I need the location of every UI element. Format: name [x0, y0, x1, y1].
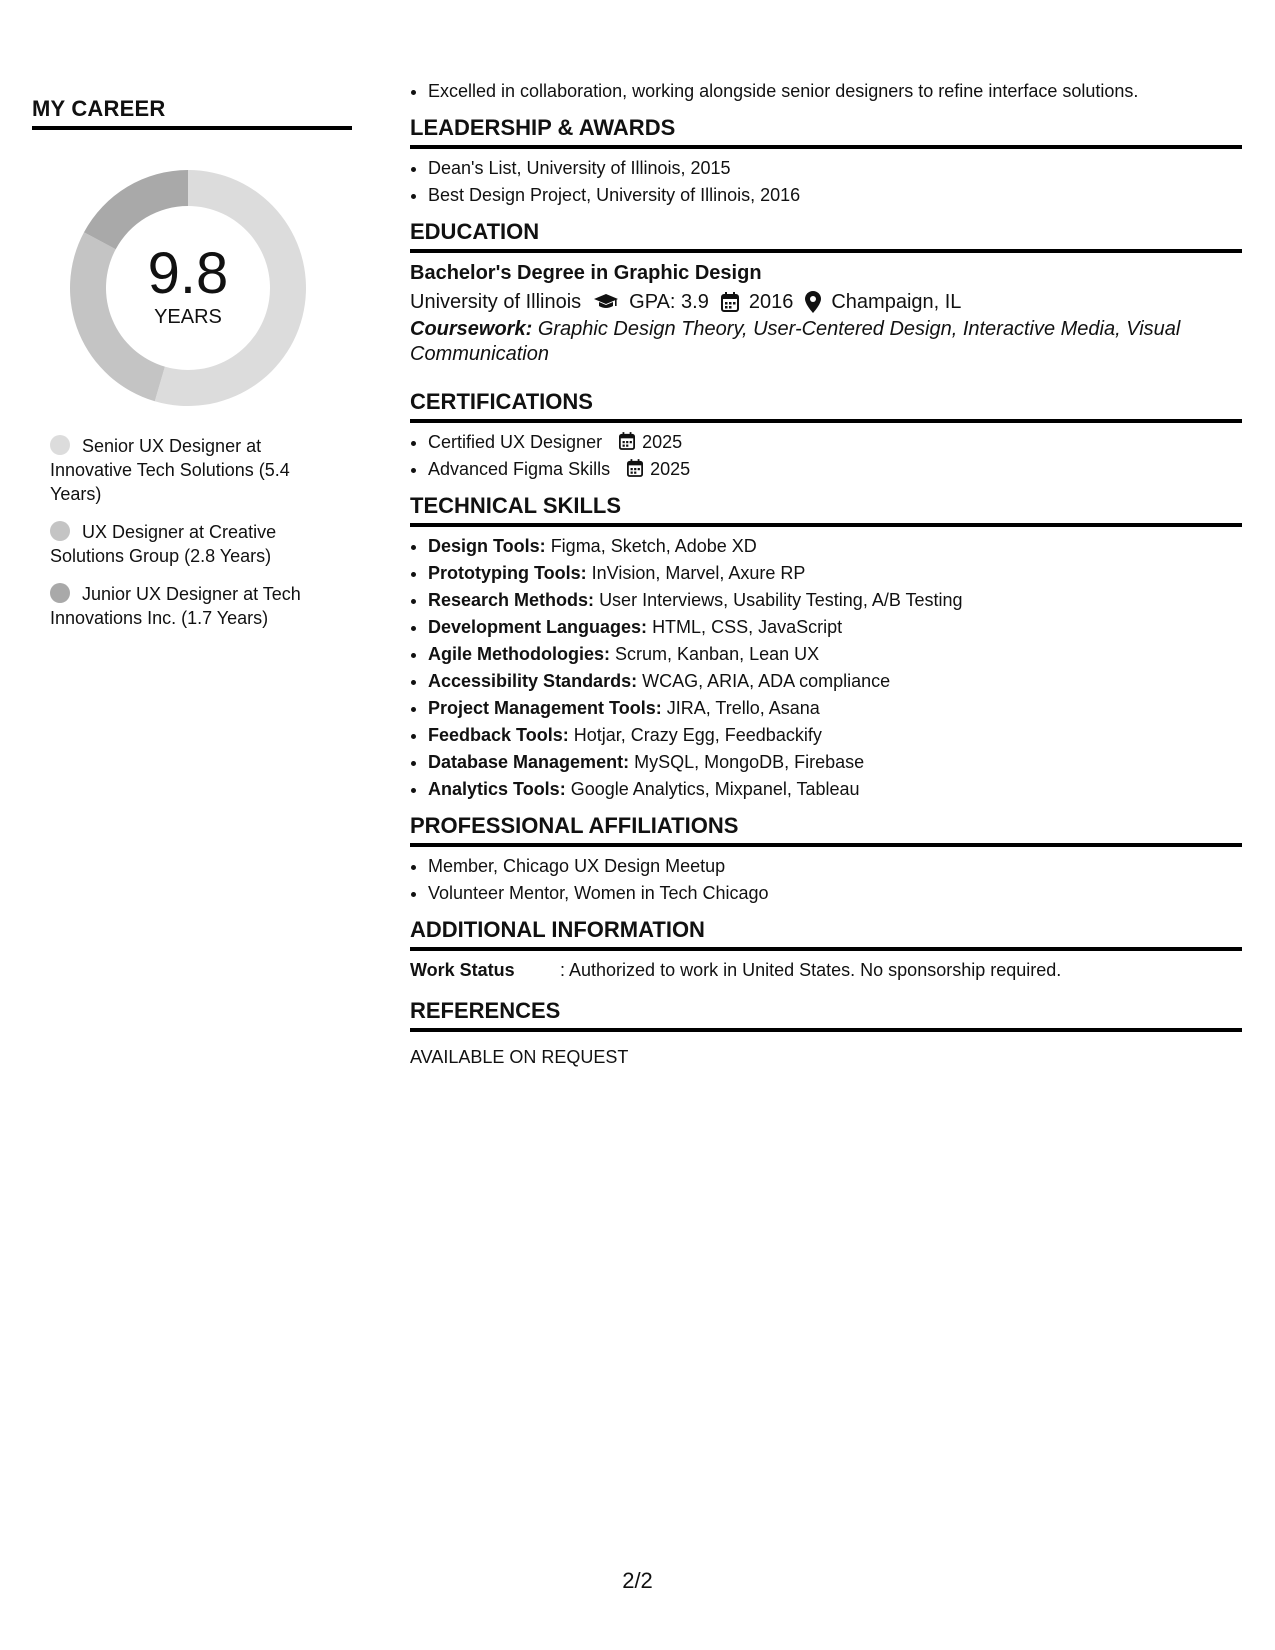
section-title-additional: ADDITIONAL INFORMATION: [410, 917, 1242, 951]
main-content: [410, 78, 1242, 1071]
section-title-leadership: LEADERSHIP & AWARDS: [410, 115, 1242, 149]
sidebar: [32, 96, 352, 644]
coursework-label: Coursework:: [410, 318, 533, 340]
section-title-certifications: CERTIFICATIONS: [410, 389, 1242, 423]
skill-label: Research Methods:: [428, 590, 595, 610]
certification-year: 2025: [642, 432, 683, 452]
career-title: MY CAREER: [32, 96, 352, 130]
legend-item: [50, 520, 320, 568]
references-text: AVAILABLE ON REQUEST: [410, 1047, 629, 1067]
skill-item: [428, 533, 1242, 560]
skill-value: JIRA, Trello, Asana: [666, 698, 820, 718]
legend-label: Senior UX Designer at Innovative Tech Solutions (5.4 Years): [50, 436, 290, 504]
school-name: University of Illinois: [410, 291, 582, 313]
skill-item: [428, 614, 1242, 641]
skill-label: Design Tools:: [428, 536, 546, 556]
list-item: • Excelled in collaboration, working alongside senior designers to refine interface solutions.: [428, 78, 1242, 105]
skill-value: Google Analytics, Mixpanel, Tableau: [570, 779, 860, 799]
skill-label: Database Management:: [428, 752, 630, 772]
donut-unit: YEARS: [154, 305, 222, 328]
affiliations-list: [410, 853, 1242, 907]
education-details: [410, 287, 1242, 317]
donut-value: 9.8: [147, 240, 229, 306]
skill-item: [428, 695, 1242, 722]
certification-year: 2025: [650, 459, 691, 479]
skill-item: [428, 560, 1242, 587]
skill-value: User Interviews, Usability Testing, A/B Testing: [599, 590, 963, 610]
leadership-list: [410, 155, 1242, 209]
skill-value: HTML, CSS, JavaScript: [652, 617, 843, 637]
career-donut-chart: [68, 168, 308, 408]
legend-dot: [50, 521, 70, 541]
skill-label: Analytics Tools:: [428, 779, 566, 799]
section-title-education: EDUCATION: [410, 219, 1242, 253]
work-status-row: [410, 957, 1242, 984]
calendar-icon: [619, 432, 635, 450]
coursework-text: Graphic Design Theory, User-Centered Design, Interactive Media, Visual Communication: [410, 318, 1181, 365]
graduation-cap-icon: [593, 293, 619, 311]
section-title-affiliations: PROFESSIONAL AFFILIATIONS: [410, 813, 1242, 847]
legend-label: Junior UX Designer at Tech Innovations Inc. (1.7 Years): [50, 584, 301, 628]
list-item: • Dean's List, University of Illinois, 2015: [428, 155, 1242, 182]
list-item: • Member, Chicago UX Design Meetup: [428, 853, 1242, 880]
legend-item: [50, 434, 320, 506]
calendar-icon: [721, 292, 739, 312]
work-status-label: Work Status: [410, 960, 515, 980]
calendar-icon: [627, 459, 643, 477]
list-item: • Volunteer Mentor, Women in Tech Chicago: [428, 880, 1242, 907]
career-legend: [50, 434, 320, 630]
skill-value: MySQL, MongoDB, Firebase: [634, 752, 865, 772]
legend-dot: [50, 435, 70, 455]
certification-item: [428, 456, 1242, 483]
skill-item: [428, 587, 1242, 614]
certification-name: Certified UX Designer: [428, 432, 603, 452]
legend-label: UX Designer at Creative Solutions Group (2.8 Years): [50, 522, 277, 566]
donut-center: [68, 168, 308, 408]
skill-item: [428, 668, 1242, 695]
skill-label: Project Management Tools:: [428, 698, 662, 718]
section-title-references: REFERENCES: [410, 998, 1242, 1032]
skill-label: Development Languages:: [428, 617, 648, 637]
skill-value: WCAG, ARIA, ADA compliance: [642, 671, 891, 691]
skill-label: Feedback Tools:: [428, 725, 569, 745]
work-status-value: : Authorized to work in United States. No sponsorship required.: [560, 960, 1062, 980]
skill-item: [428, 722, 1242, 749]
coursework: [410, 317, 1242, 367]
skill-item: [428, 749, 1242, 776]
graduation-year: 2016: [748, 291, 794, 313]
skill-value: Figma, Sketch, Adobe XD: [550, 536, 757, 556]
map-pin-icon: [805, 291, 821, 313]
skill-item: [428, 641, 1242, 668]
list-item: • Best Design Project, University of Illinois, 2016: [428, 182, 1242, 209]
skill-item: [428, 776, 1242, 803]
location: Champaign, IL: [831, 291, 962, 313]
legend-item: [50, 582, 320, 630]
section-title-skills: TECHNICAL SKILLS: [410, 493, 1242, 527]
certifications-list: [410, 429, 1242, 483]
gpa: GPA: 3.9: [629, 291, 709, 313]
degree-title: Bachelor's Degree in Graphic Design: [410, 262, 762, 284]
certification-name: Advanced Figma Skills: [428, 459, 611, 479]
skill-value: InVision, Marvel, Axure RP: [591, 563, 806, 583]
skill-value: Hotjar, Crazy Egg, Feedbackify: [573, 725, 822, 745]
skills-list: [410, 533, 1242, 803]
skill-label: Accessibility Standards:: [428, 671, 638, 691]
legend-dot: [50, 583, 70, 603]
skill-value: Scrum, Kanban, Lean UX: [615, 644, 820, 664]
skill-label: Agile Methodologies:: [428, 644, 610, 664]
certification-item: [428, 429, 1242, 456]
experience-tail-list: [410, 78, 1242, 105]
skill-label: Prototyping Tools:: [428, 563, 587, 583]
page-number: 2/2: [622, 1568, 653, 1593]
